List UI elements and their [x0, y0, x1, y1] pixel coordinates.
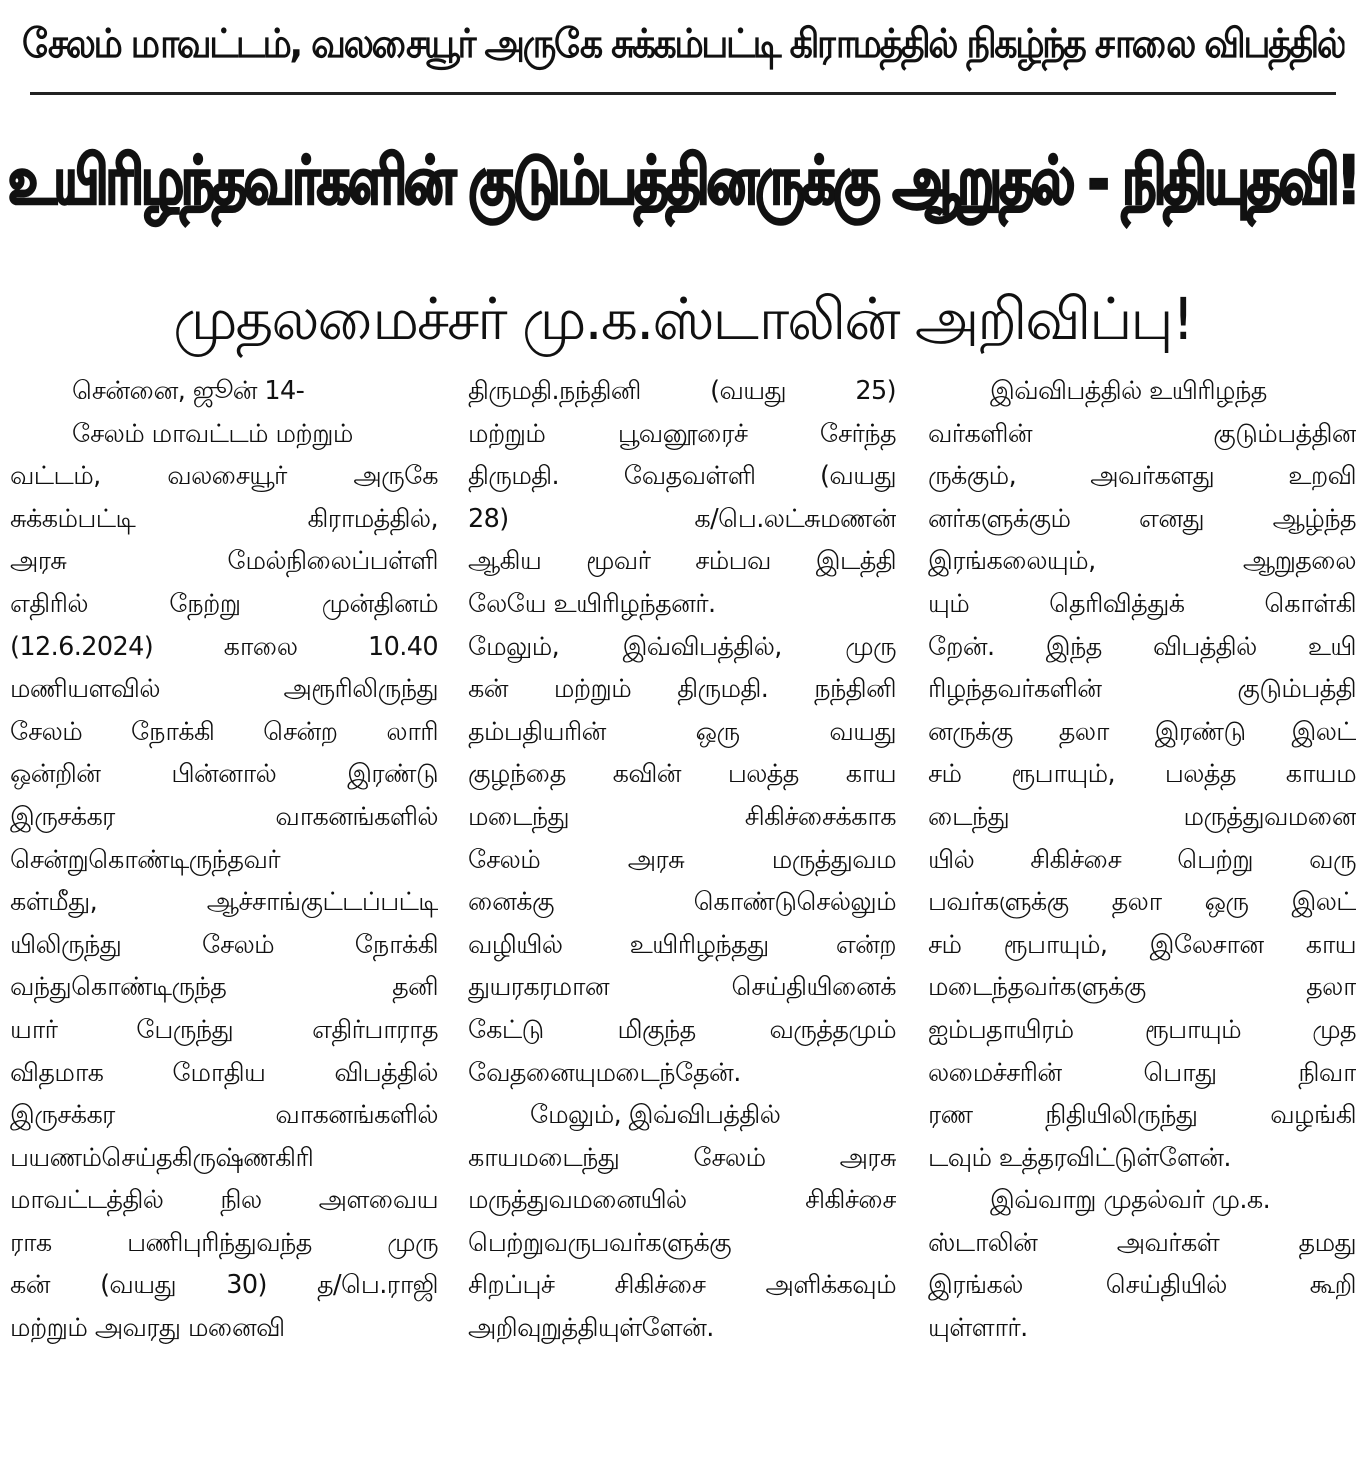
body-text-line: யும் தெரிவித்துக் கொள்கி: [928, 588, 1356, 619]
body-text-line: மாவட்டத்தில் நில அளவைய: [10, 1185, 438, 1216]
body-text-line: வட்டம், வலசையூர் அருகே: [10, 461, 438, 492]
body-text-line: (12.6.2024) காலை 10.40: [10, 631, 438, 662]
body-text-line: ரிழந்தவர்களின் குடும்பத்தி: [928, 674, 1356, 705]
main-headline: உயிரிழந்தவர்களின் குடும்பத்தினருக்கு ஆறுதல் - நிதியுதவி!: [8, 142, 1358, 219]
body-text-line: தம்பதியரின் ஒரு வயது: [468, 716, 896, 747]
body-text-line: வந்துகொண்டிருந்த தனி: [10, 972, 438, 1003]
body-text-line: சம் ரூபாயும், பலத்த காயம: [928, 759, 1356, 790]
body-text-line: மருத்துவமனையில் சிகிச்சை: [468, 1185, 896, 1216]
body-text-line: ஆகிய மூவர் சம்பவ இடத்தி: [468, 546, 896, 577]
body-text-line: பெற்றுவருபவர்களுக்கு: [468, 1227, 732, 1258]
body-text-line: னைக்கு கொண்டுசெல்லும்: [468, 887, 896, 918]
body-text-line: வேதனையுமடைந்தேன்.: [468, 1057, 741, 1088]
body-text-line: இரங்கலையும், ஆறுதலை: [928, 546, 1356, 577]
body-text-line: திருமதி.நந்தினி (வயது 25): [468, 376, 896, 406]
body-text-line: சேலம் நோக்கி சென்ற லாரி: [10, 716, 438, 747]
body-text-line: ஒன்றின் பின்னால் இரண்டு: [10, 759, 438, 790]
body-text-line: னர்களுக்கும் எனது ஆழ்ந்த: [928, 503, 1356, 534]
body-text-line: மற்றும் பூவனூரைச் சேர்ந்த: [468, 418, 896, 449]
body-text-line: ருக்கும், அவர்களது உறவி: [928, 461, 1356, 492]
article-body: [10, 370, 1356, 1470]
body-text-line: அறிவுறுத்தியுள்ளேன்.: [468, 1313, 714, 1344]
body-text-line: யுள்ளார்.: [928, 1313, 1028, 1344]
body-text-line: வர்களின் குடும்பத்தின: [928, 418, 1356, 449]
article-column-3: [928, 370, 1356, 1350]
body-text-line: சிறப்புச் சிகிச்சை அளிக்கவும்: [468, 1270, 896, 1301]
body-text-line: மற்றும் அவரது மனைவி: [10, 1313, 285, 1344]
body-text-line: ஸ்டாலின் அவர்கள் தமது: [928, 1227, 1356, 1258]
body-text-line: னருக்கு தலா இரண்டு இலட்: [928, 716, 1356, 747]
body-text-line: காயமடைந்து சேலம் அரசு: [468, 1142, 896, 1173]
kicker-headline: சேலம் மாவட்டம், வலசையூர் அருகே சுக்கம்பட்டி கிராமத்தில் நிகழ்ந்த சாலை விபத்தில்: [21, 20, 1345, 67]
body-text-line: இவ்வாறு முதல்வர் மு.க.: [990, 1185, 1271, 1216]
body-text-line: கேட்டு மிகுந்த வருத்தமும்: [468, 1014, 896, 1045]
body-text-line: லமைச்சரின் பொது நிவா: [928, 1057, 1356, 1088]
body-text-line: பயணம்செய்தகிருஷ்ணகிரி: [10, 1142, 314, 1173]
article-column-1: [10, 370, 438, 1350]
body-text-line: பவர்களுக்கு தலா ஒரு இலட்: [928, 887, 1356, 918]
body-text-line: றேன். இந்த விபத்தில் உயி: [928, 631, 1356, 662]
body-text-line: கள்மீது, ஆச்சாங்குட்டப்பட்டி: [10, 887, 438, 918]
body-text-line: அரசு மேல்நிலைப்பள்ளி: [10, 546, 438, 577]
body-text-line: சுக்கம்பட்டி கிராமத்தில்,: [10, 503, 438, 534]
body-text-line: ரண நிதியிலிருந்து வழங்கி: [928, 1100, 1356, 1131]
body-text-line: சென்னை, ஜூன் 14-: [72, 376, 305, 406]
body-text-line: வழியில் உயிரிழந்தது என்ற: [468, 929, 896, 960]
body-text-line: மடைந்தவர்களுக்கு தலா: [928, 972, 1356, 1003]
sub-headline: முதலமைச்சர் மு.க.ஸ்டாலின் அறிவிப்பு!: [173, 285, 1193, 353]
body-text-line: திருமதி. வேதவள்ளி (வயது: [468, 461, 896, 492]
body-text-line: மேலும், இவ்விபத்தில்: [530, 1100, 781, 1131]
body-text-line: யில் சிகிச்சை பெற்று வரு: [928, 844, 1356, 875]
body-text-line: ஐம்பதாயிரம் ரூபாயும் முத: [928, 1014, 1356, 1045]
body-text-line: சேலம் மாவட்டம் மற்றும்: [72, 418, 353, 449]
headline-divider: [30, 92, 1336, 95]
body-text-line: கன் மற்றும் திருமதி. நந்தினி: [468, 674, 896, 705]
body-text-line: இரங்கல் செய்தியில் கூறி: [928, 1270, 1356, 1301]
body-text-line: சென்றுகொண்டிருந்தவர்: [10, 844, 280, 875]
body-text-line: எதிரில் நேற்று முன்தினம்: [10, 588, 438, 619]
body-text-line: துயரகரமான செய்தியினைக்: [468, 972, 896, 1003]
body-text-line: இவ்விபத்தில் உயிரிழந்த: [990, 376, 1267, 406]
body-text-line: மணியளவில் அரூரிலிருந்து: [10, 674, 438, 705]
body-text-line: யிலிருந்து சேலம் நோக்கி: [10, 929, 438, 960]
body-text-line: டவும் உத்தரவிட்டுள்ளேன்.: [928, 1142, 1231, 1173]
body-text-line: டைந்து மருத்துவமனை: [928, 801, 1356, 832]
body-text-line: குழந்தை கவின் பலத்த காய: [468, 759, 896, 790]
body-text-line: 28) க/பெ.லட்சுமணன்: [468, 503, 896, 534]
body-text-line: யார் பேருந்து எதிர்பாராத: [10, 1014, 438, 1045]
body-text-line: சேலம் அரசு மருத்துவம: [468, 844, 896, 875]
body-text-line: விதமாக மோதிய விபத்தில்: [10, 1057, 438, 1088]
body-text-line: மடைந்து சிகிச்சைக்காக: [468, 801, 896, 832]
body-text-line: மேலும், இவ்விபத்தில், முரு: [468, 631, 896, 662]
body-text-line: கன் (வயது 30) த/பெ.ராஜி: [10, 1270, 438, 1301]
body-text-line: லேயே உயிரிழந்தனர்.: [468, 588, 716, 619]
body-text-line: இருசக்கர வாகனங்களில்: [10, 1100, 438, 1131]
article-column-2: [468, 370, 896, 1350]
body-text-line: சம் ரூபாயும், இலேசான காய: [928, 929, 1356, 960]
body-text-line: ராக பணிபுரிந்துவந்த முரு: [10, 1227, 438, 1258]
body-text-line: இருசக்கர வாகனங்களில்: [10, 801, 438, 832]
